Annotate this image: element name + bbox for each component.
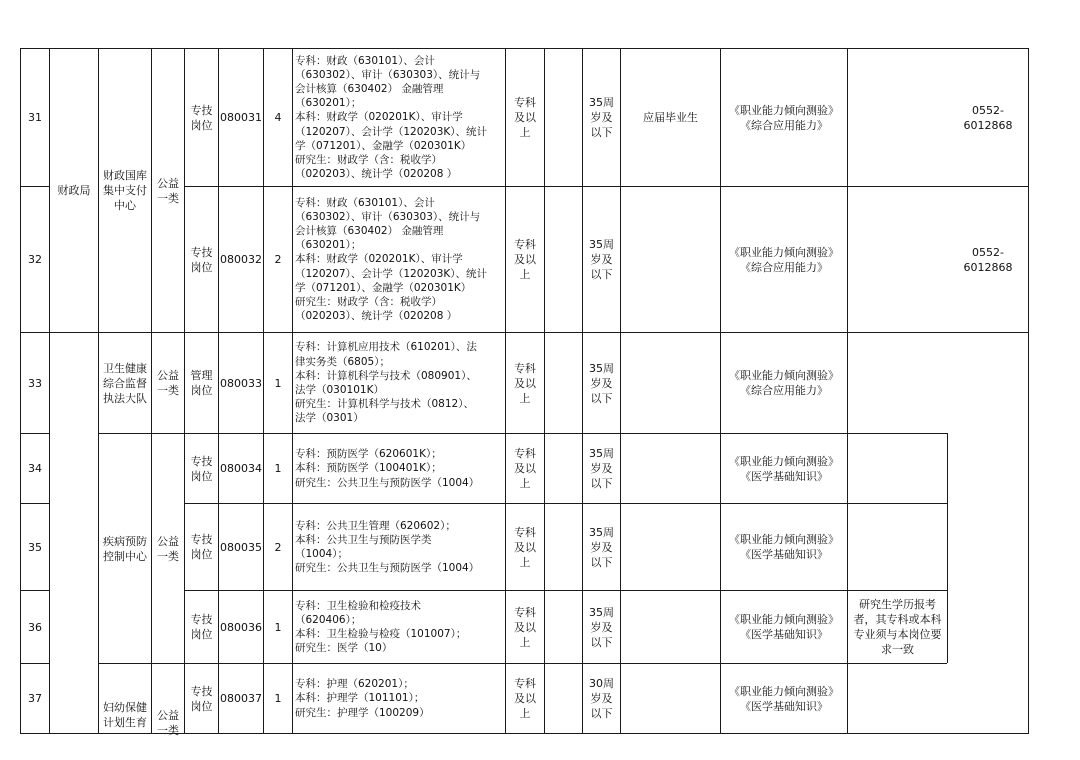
post-category: 专技 岗位 [190,684,213,713]
unit-type-cell: 公益 一类 [157,176,179,205]
age-requirement: 35周 岁及 以下 [589,525,614,569]
grid-line [1028,48,1029,733]
post-category: 专技 岗位 [190,533,213,561]
education-requirement: 专科 及以 上 [514,677,536,720]
unit-cell: 疾病预防 控制中心 [103,534,147,563]
post-code: 080033 [220,376,262,390]
unit-type-cell: 公益 一类 [157,369,179,397]
age-requirement: 30周 岁及 以下 [589,677,614,720]
major-requirement: 专科：公共卫生管理（620602）； 本科：公共卫生与预防医学类 （1004）； 研究生：公共卫生与预防医学（1004） [295,519,480,575]
exam-subjects: 《职业能力倾向测验》 《综合应用能力》 [729,369,839,397]
contact-phone: 0552-6012868 [963,103,1013,132]
education-requirement: 专科 及以 上 [514,96,536,139]
row-seq: 37 [28,692,42,705]
exam-subjects: 《职业能力倾向测验》 《医学基础知识》 [729,684,839,713]
age-requirement: 35周 岁及 以下 [589,238,614,281]
age-requirement: 35周 岁及 以下 [589,447,614,490]
post-category: 专技 岗位 [190,103,213,132]
education-requirement: 专科 及以 上 [514,525,536,569]
education-requirement: 专科 及以 上 [514,447,536,490]
education-requirement: 专科 及以 上 [514,361,536,405]
post-code: 080035 [220,540,262,554]
exam-subjects: 《职业能力倾向测验》 《综合应用能力》 [729,245,839,274]
hire-count: 2 [274,540,282,554]
row-seq: 32 [28,253,42,266]
contact-phone: 0552-6012868 [963,245,1013,274]
unit-cell: 财政国库 集中支付 中心 [103,169,147,212]
post-category: 管理 岗位 [190,369,213,397]
unit-cell: 妇幼保健 计划生育 [103,701,147,729]
hire-count: 4 [274,111,282,124]
row-seq: 34 [28,462,42,475]
grid-line [544,48,545,733]
hire-count: 1 [274,620,282,634]
grid-line [947,433,948,663]
row-seq: 36 [28,620,42,634]
hire-count: 1 [274,692,282,705]
age-requirement: 35周 岁及 以下 [589,361,614,405]
unit-cell: 卫生健康 综合监督 执法大队 [103,361,147,405]
major-requirement: 专科：财政（630101）、会计 （630302）、审计（630303）、统计与 会计核算（630402） 金融管理 （630201）； 本科：财政学（020201K）、审计学 （120207）、会计学（120203K）、统计 学（071201）、金融学（020301K） 研究生：财政学（含：税收学） （020203）、统计学（020208 ） [295,54,488,181]
post-code: 080036 [220,620,262,634]
remarks: 研究生学历报考 者，其专科或本科 专业须与本岗位要 求一致 [853,598,942,656]
hire-count: 1 [274,462,282,475]
major-requirement: 专科：卫生检验和检疫技术 （620406）； 本科：卫生检验与检疫（101007）； 研究生：医学（10） [295,599,467,655]
post-code: 080032 [220,253,262,266]
row-seq: 33 [28,376,42,390]
row-seq: 35 [28,540,42,554]
other-requirement: 应届毕业生 [643,111,698,124]
post-category: 专技 岗位 [190,245,213,274]
row-seq: 31 [28,111,42,124]
major-requirement: 专科：计算机应用技术（610201）、法 律实务类（6805）； 本科：计算机科学与技术（080901）、 法学（030101K） 研究生：计算机科学与技术（0812）、 法学（0301） [295,341,477,425]
department-cell: 财政局 [57,184,91,197]
exam-subjects: 《职业能力倾向测验》 《医学基础知识》 [729,533,839,561]
exam-subjects: 《职业能力倾向测验》 《综合应用能力》 [729,103,839,132]
major-requirement: 专科：护理（620201）； 本科：护理学（101101）； 研究生：护理学（100209） [295,678,430,719]
hire-count: 1 [274,376,282,390]
major-requirement: 专科：财政（630101）、会计 （630302）、审计（630303）、统计与 会计核算（630402） 金融管理 （630201）； 本科：财政学（020201K）、审计学 （120207）、会计学（120203K）、统计 学（071201）、金融学（020301K） 研究生：财政学（含：税收学） （020203）、统计学（020208 ） [295,196,488,323]
unit-type-cell: 公益 一类 [157,534,179,563]
age-requirement: 35周 岁及 以下 [589,96,614,139]
post-code: 080037 [220,692,262,705]
post-category: 专技 岗位 [190,454,213,483]
post-code: 080031 [220,111,262,124]
exam-subjects: 《职业能力倾向测验》 《医学基础知识》 [729,454,839,483]
age-requirement: 35周 岁及 以下 [589,605,614,649]
unit-type-cell: 公益 一类 [157,709,179,737]
education-requirement: 专科 及以 上 [514,605,536,649]
hire-count: 2 [274,253,282,266]
education-requirement: 专科 及以 上 [514,238,536,281]
major-requirement: 专科：预防医学（620601K）； 本科：预防医学（100401K）； 研究生：公共卫生与预防医学（1004） [295,448,480,489]
post-code: 080034 [220,462,262,475]
post-category: 专技 岗位 [190,613,213,641]
exam-subjects: 《职业能力倾向测验》 《医学基础知识》 [729,613,839,641]
